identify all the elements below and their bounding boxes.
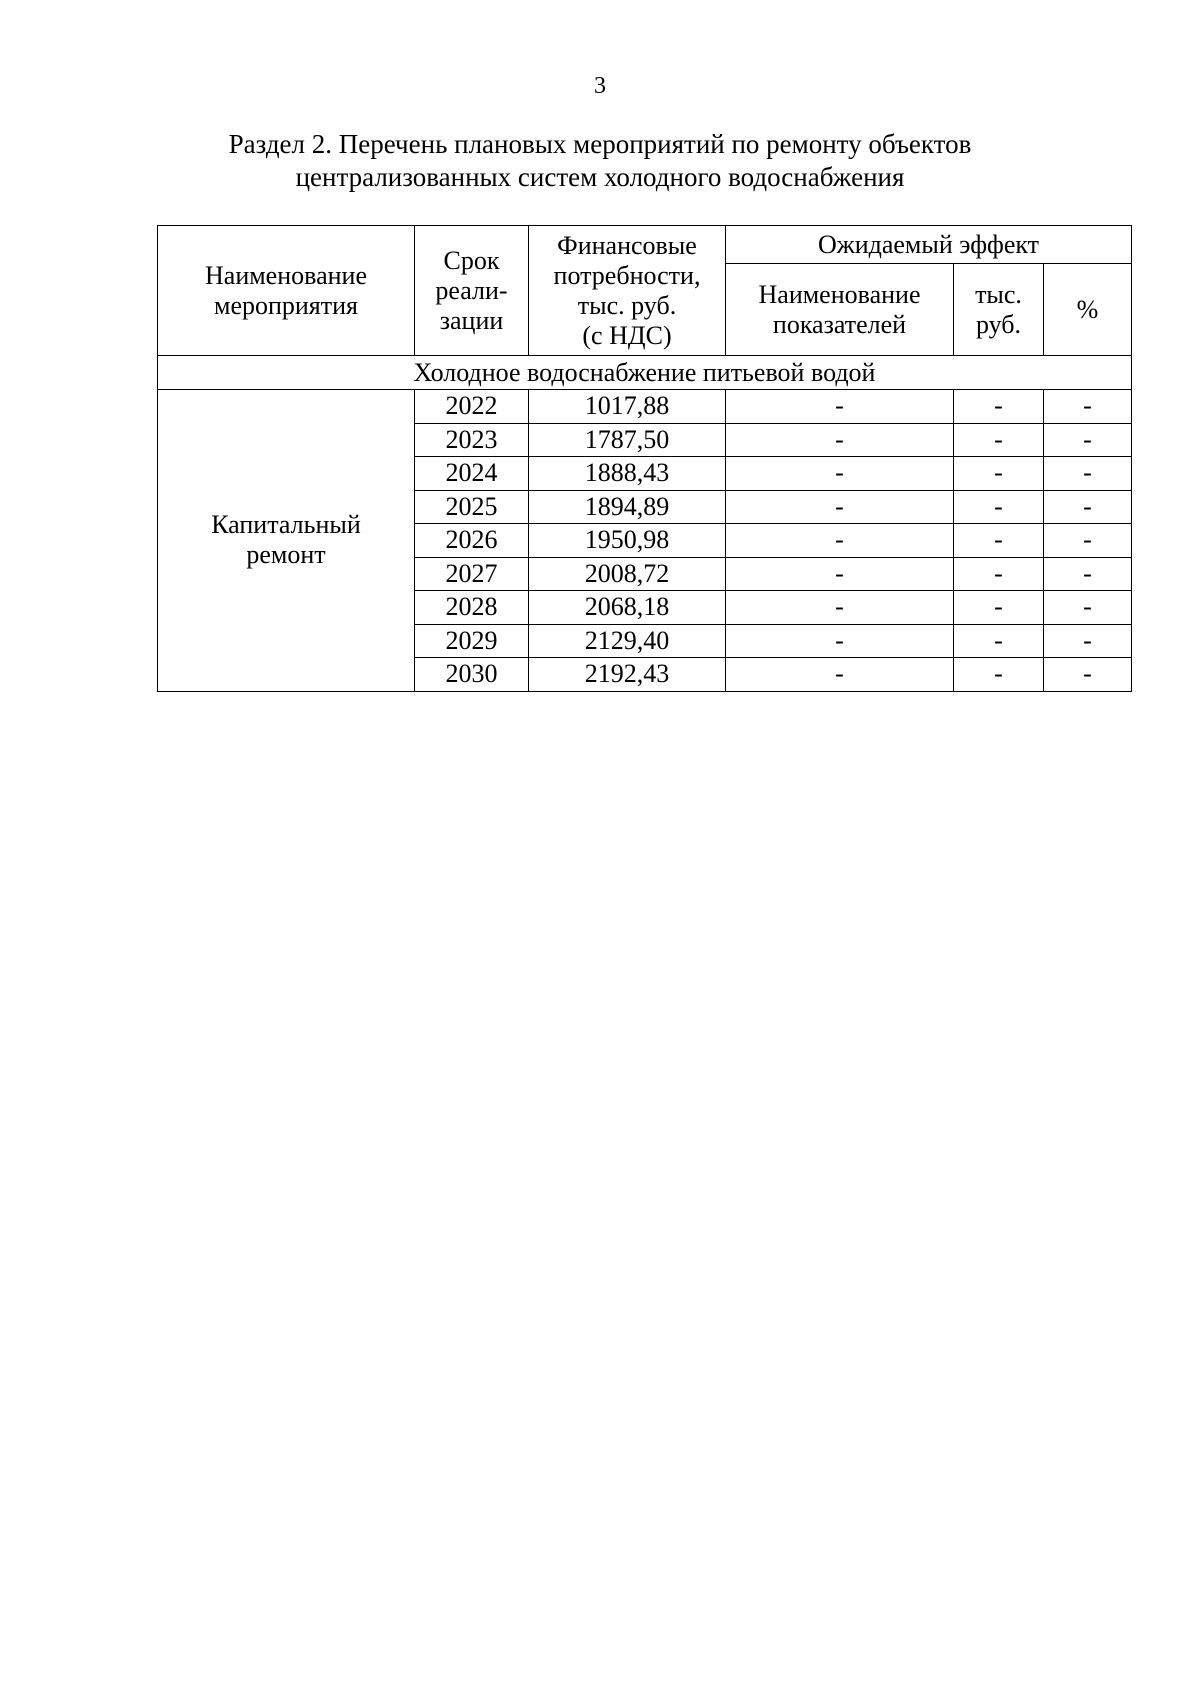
finance-cell: 1950,98 (529, 524, 726, 558)
header-finance: Финансовые потребности, тыс. руб. (с НДС) (529, 226, 726, 356)
year-cell: 2022 (415, 390, 529, 424)
rub-cell: - (954, 423, 1044, 457)
finance-cell: 1894,89 (529, 490, 726, 524)
rub-cell: - (954, 658, 1044, 692)
header-term: Срок реали- зации (415, 226, 529, 356)
year-cell: 2030 (415, 658, 529, 692)
finance-cell: 1017,88 (529, 390, 726, 424)
indicator-cell: - (726, 524, 954, 558)
header-event-name: Наименование мероприятия (158, 226, 415, 356)
header-thousand-rub: тыс. руб. (954, 264, 1044, 356)
year-cell: 2027 (415, 557, 529, 591)
rub-cell: - (954, 591, 1044, 625)
finance-cell: 2129,40 (529, 624, 726, 658)
indicator-cell: - (726, 390, 954, 424)
year-cell: 2025 (415, 490, 529, 524)
finance-cell: 2068,18 (529, 591, 726, 625)
group-row (158, 356, 1132, 390)
finance-cell: 1888,43 (529, 457, 726, 491)
section-title-line-2: централизованных систем холодного водоснабжения (295, 162, 905, 192)
finance-cell: 1787,50 (529, 423, 726, 457)
percent-cell: - (1044, 490, 1132, 524)
rub-cell: - (954, 457, 1044, 491)
plan-table (157, 225, 1132, 692)
indicator-cell: - (726, 490, 954, 524)
rub-cell: - (954, 624, 1044, 658)
indicator-cell: - (726, 591, 954, 625)
finance-cell: 2192,43 (529, 658, 726, 692)
year-cell: 2024 (415, 457, 529, 491)
percent-cell: - (1044, 457, 1132, 491)
finance-cell: 2008,72 (529, 557, 726, 591)
year-cell: 2029 (415, 624, 529, 658)
rub-cell: - (954, 557, 1044, 591)
year-cell: 2028 (415, 591, 529, 625)
year-cell: 2026 (415, 524, 529, 558)
header-percent: % (1044, 264, 1132, 356)
event-name-cell: Капитальный ремонт (158, 390, 415, 692)
section-title (100, 128, 1100, 194)
table-row (158, 390, 1132, 424)
header-indicator-name: Наименование показателей (726, 264, 954, 356)
percent-cell: - (1044, 390, 1132, 424)
indicator-cell: - (726, 624, 954, 658)
section-title-line-1: Раздел 2. Перечень плановых мероприятий по ремонту объектов (228, 129, 972, 159)
indicator-cell: - (726, 658, 954, 692)
rub-cell: - (954, 524, 1044, 558)
rub-cell: - (954, 490, 1044, 524)
indicator-cell: - (726, 557, 954, 591)
group-label: Холодное водоснабжение питьевой водой (158, 356, 1132, 390)
page-number: 3 (594, 73, 606, 99)
year-cell: 2023 (415, 423, 529, 457)
header-row (158, 226, 1132, 264)
indicator-cell: - (726, 457, 954, 491)
rub-cell: - (954, 390, 1044, 424)
percent-cell: - (1044, 591, 1132, 625)
indicator-cell: - (726, 423, 954, 457)
percent-cell: - (1044, 557, 1132, 591)
header-expected-effect: Ожидаемый эффект (726, 226, 1132, 264)
percent-cell: - (1044, 624, 1132, 658)
percent-cell: - (1044, 524, 1132, 558)
percent-cell: - (1044, 423, 1132, 457)
percent-cell: - (1044, 658, 1132, 692)
